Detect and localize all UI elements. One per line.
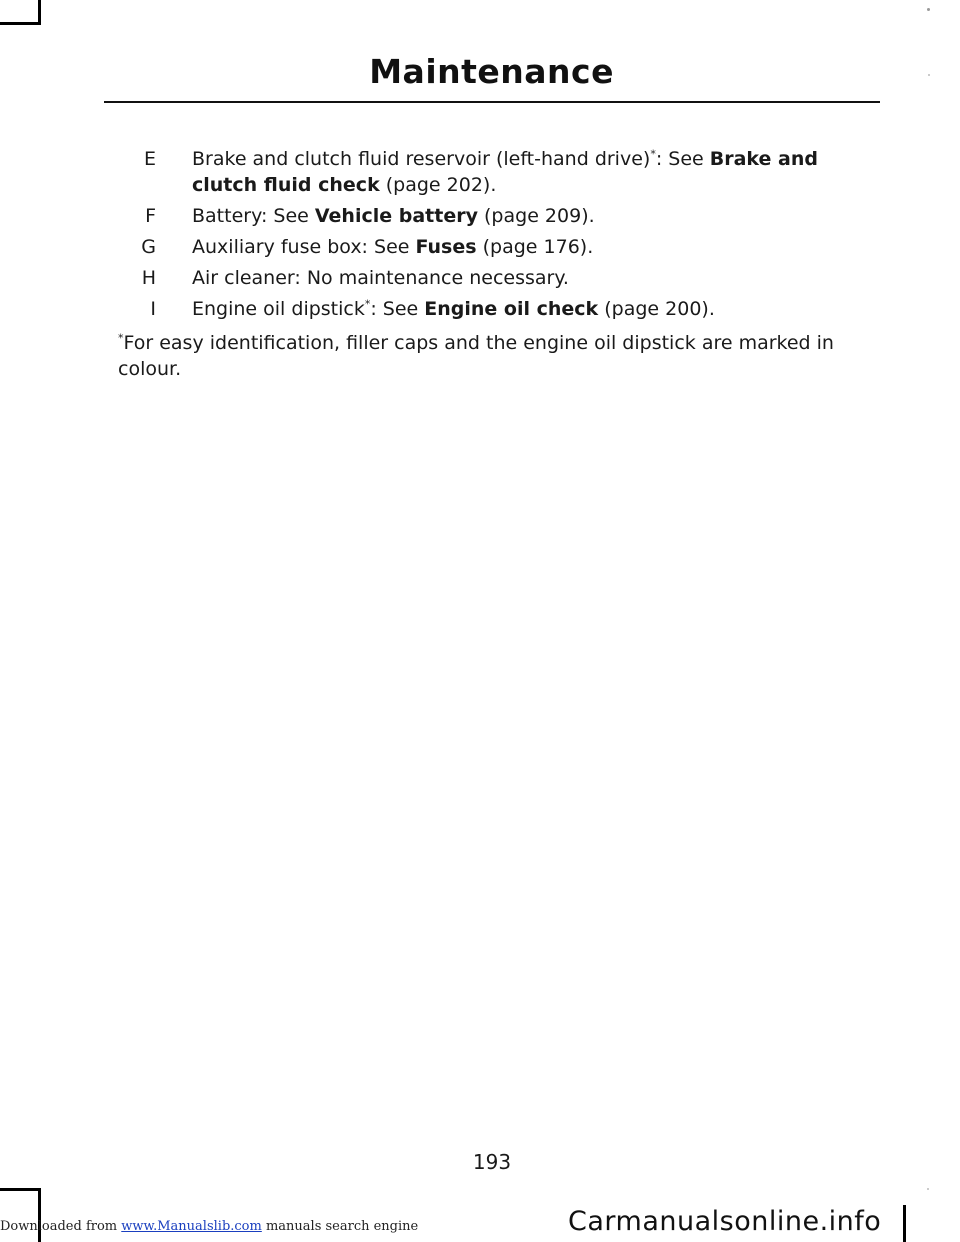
item-letter: H [141,267,156,289]
item-description: Auxiliary fuse box: See Fuses (page 176). [192,236,594,258]
download-footer: Downloaded from www.Manualslib.com manuals search engine [0,1219,419,1234]
cross-reference: Engine oil check [424,298,599,320]
registration-dot [928,74,930,76]
page-title: Maintenance [369,52,614,91]
crop-mark [0,1188,41,1191]
list-item [118,234,880,260]
list-item [118,146,880,198]
registration-dot [927,1188,929,1190]
list-item [118,296,880,322]
component-list [118,146,880,327]
registration-dot [927,8,930,11]
manualslib-link[interactable]: www.Manualslib.com [121,1219,262,1234]
cross-reference: Fuses [415,236,477,258]
watermark-text: Carmanualsonline.info [568,1206,882,1237]
title-divider [104,101,880,103]
footnote-marker: * [118,331,124,345]
item-description: Battery: See Vehicle battery (page 209). [192,205,595,227]
page-number: 193 [472,1150,512,1174]
cross-reference: Vehicle battery [314,205,478,227]
item-letter: E [143,148,156,170]
footnote-text: For easy identification, filler caps and the engine oil dipstick are marked in colour. [118,332,834,380]
item-description: Brake and clutch fluid reservoir (left-hand drive)*: See Brake and clutch fluid check (page 202). [192,147,818,196]
cross-reference: Brake and clutch fluid check [192,148,818,196]
footnote [118,330,868,382]
list-item [118,203,880,229]
crop-mark [38,0,41,24]
list-item [118,265,880,291]
item-letter: I [150,298,156,320]
crop-mark [903,1205,906,1242]
item-description: Air cleaner: No maintenance necessary. [192,267,569,289]
item-letter: F [145,205,156,227]
item-description: Engine oil dipstick*: See Engine oil check (page 200). [192,297,715,320]
crop-mark [0,22,41,25]
item-letter: G [141,236,156,258]
